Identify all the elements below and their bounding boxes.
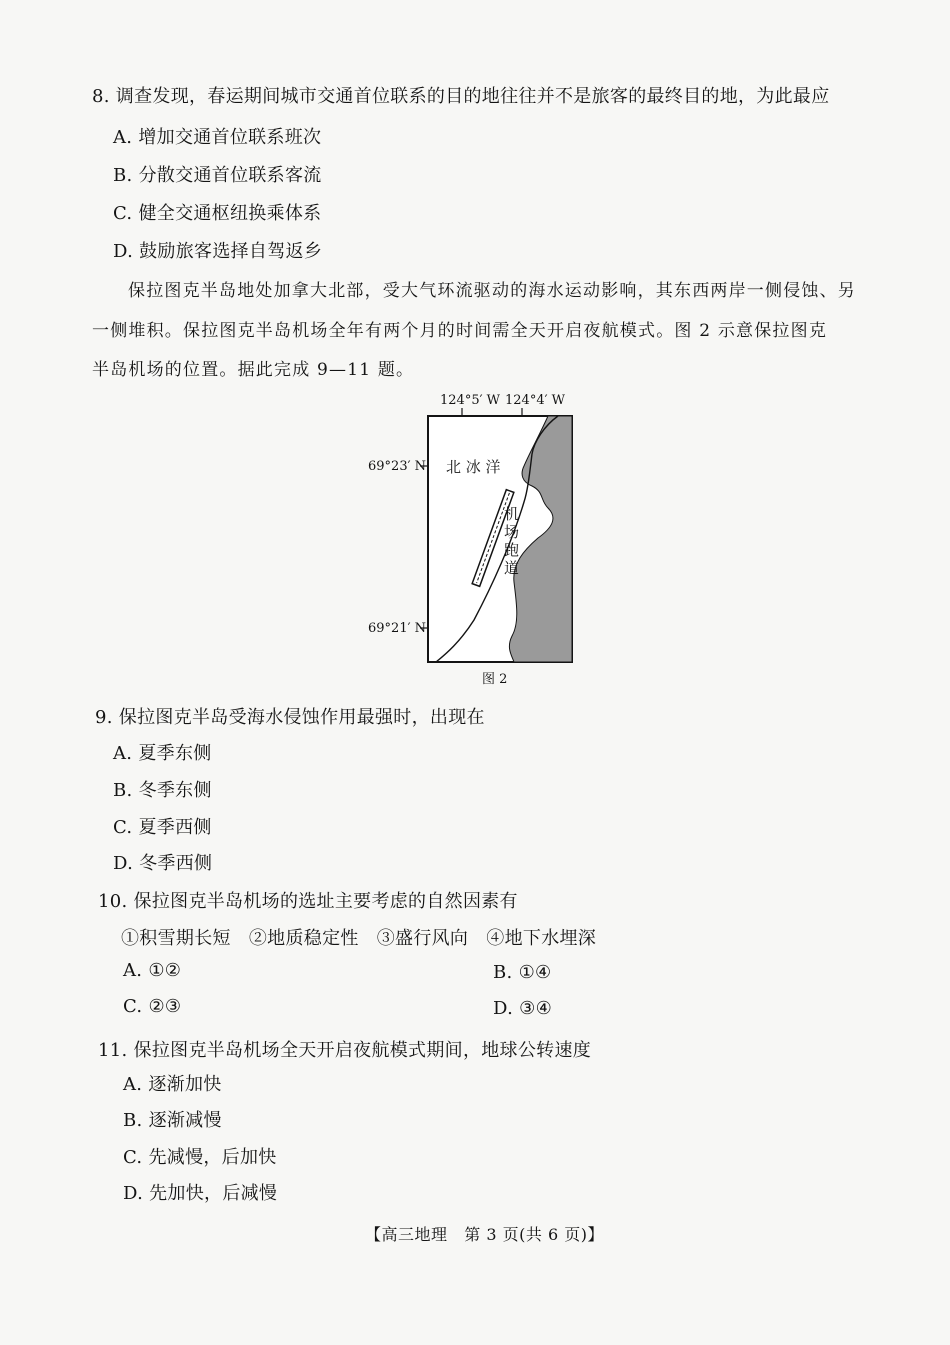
q10-factors: ①积雪期长短 ②地质稳定性 ③盛行风向 ④地下水埋深 <box>121 928 597 949</box>
runway-label-char-1: 机 <box>504 505 520 523</box>
q11-option-c[interactable]: C. 先减慢，后加快 <box>123 1147 277 1168</box>
q9-option-c[interactable]: C. 夏季西侧 <box>113 817 212 838</box>
passage-line-1: 保拉图克半岛地处加拿大北部，受大气环流驱动的海水运动影响，其东西两岸一侧侵蚀、另 <box>128 281 856 301</box>
q10-stem: 10. 保拉图克半岛机场的选址主要考虑的自然因素有 <box>98 891 518 912</box>
q10-option-b[interactable]: B. ①④ <box>493 962 552 983</box>
q11-option-b[interactable]: B. 逐渐减慢 <box>123 1110 222 1131</box>
q9-option-d[interactable]: D. 冬季西侧 <box>113 853 213 874</box>
q11-option-a[interactable]: A. 逐渐加快 <box>123 1074 222 1095</box>
passage-line-3: 半岛机场的位置。据此完成 9—11 题。 <box>92 360 415 380</box>
q9-option-a[interactable]: A. 夏季东侧 <box>113 743 212 764</box>
q11-stem: 11. 保拉图克半岛机场全天开启夜航模式期间，地球公转速度 <box>98 1040 592 1061</box>
lat-label-top: 69°23′ N <box>368 459 427 474</box>
q8-stem: 8. 调查发现，春运期间城市交通首位联系的目的地往往并不是旅客的最终目的地，为此最应 <box>92 86 830 107</box>
q8-option-d[interactable]: D. 鼓励旅客选择自驾返乡 <box>113 241 323 262</box>
lon-label-left: 124°5′ W <box>440 393 501 408</box>
q10-option-c[interactable]: C. ②③ <box>123 996 182 1017</box>
q10-option-a[interactable]: A. ①② <box>123 960 182 981</box>
q8-option-a[interactable]: A. 增加交通首位联系班次 <box>113 127 322 148</box>
airport-location-map <box>362 386 602 671</box>
q11-option-d[interactable]: D. 先加快，后减慢 <box>123 1183 278 1204</box>
passage-line-2: 一侧堆积。保拉图克半岛机场全年有两个月的时间需全天开启夜航模式。图 2 示意保拉图克 <box>92 321 828 341</box>
runway-label-char-4: 道 <box>504 559 520 577</box>
q8-option-b[interactable]: B. 分散交通首位联系客流 <box>113 165 322 186</box>
q8-option-c[interactable]: C. 健全交通枢纽换乘体系 <box>113 203 322 224</box>
runway-label-char-2: 场 <box>504 523 520 541</box>
q9-stem: 9. 保拉图克半岛受海水侵蚀作用最强时，出现在 <box>95 707 485 728</box>
runway-label-char-3: 跑 <box>504 541 520 559</box>
q9-option-b[interactable]: B. 冬季东侧 <box>113 780 212 801</box>
sea-label: 北 冰 洋 <box>446 458 501 476</box>
lat-label-bottom: 69°21′ N <box>368 621 427 636</box>
q10-option-d[interactable]: D. ③④ <box>493 998 553 1019</box>
figure-caption: 图 2 <box>482 672 508 687</box>
page-footer: 【高三地理 第 3 页(共 6 页)】 <box>365 1225 604 1244</box>
lon-label-right: 124°4′ W <box>505 393 566 408</box>
